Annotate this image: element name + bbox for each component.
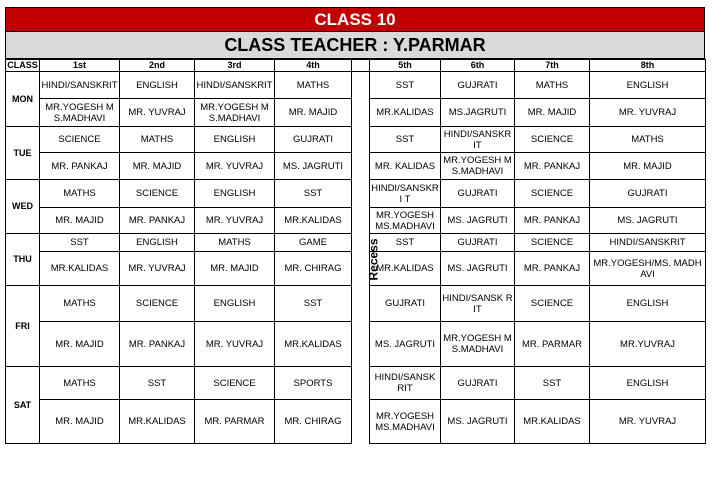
subject-cell: ENGLISH [120, 72, 195, 99]
teacher-cell: MR. PANKAJ [120, 322, 195, 367]
subject-cell: HINDI/SANSKRIT [195, 72, 275, 99]
teacher-cell: MR. PARMAR [195, 400, 275, 444]
teacher-cell: MR.KALIDAS [275, 322, 352, 367]
teacher-cell: MR. CHIRAG [275, 252, 352, 286]
subject-cell: ENGLISH [590, 367, 706, 400]
subject-cell: SST [515, 367, 590, 400]
subject-row [6, 286, 706, 322]
subject-cell: MATHS [515, 72, 590, 99]
subject-cell: SCIENCE [515, 180, 590, 208]
subject-cell: SCIENCE [120, 286, 195, 322]
subject-cell: GUJRATI [441, 234, 515, 252]
day-label: SAT [6, 367, 40, 444]
subject-cell: ENGLISH [590, 286, 706, 322]
teacher-cell: MS. JAGRUTI [590, 208, 706, 234]
subject-cell: HINDI/SANSKRIT [590, 234, 706, 252]
subject-cell: SCIENCE [195, 367, 275, 400]
subject-cell: GUJRATI [441, 367, 515, 400]
subject-cell: GUJRATI [441, 180, 515, 208]
subject-cell: SCIENCE [120, 180, 195, 208]
teacher-cell: MR. PANKAJ [515, 208, 590, 234]
subject-cell: SST [275, 286, 352, 322]
teacher-cell: MR.YOGESH MS.MADHAVI [441, 322, 515, 367]
teacher-cell: MS. JAGRUTI [441, 400, 515, 444]
subject-cell: ENGLISH [195, 127, 275, 153]
teacher-cell: MR.YOGESH MS.MADHAVI [441, 153, 515, 180]
subject-cell: SCIENCE [40, 127, 120, 153]
subject-cell: HINDI/SANSK RIT [441, 286, 515, 322]
header-period-2: 2nd [120, 60, 195, 72]
subject-cell: ENGLISH [195, 180, 275, 208]
header-period-4: 4th [275, 60, 352, 72]
recess-column-cell [352, 72, 370, 127]
subject-cell: SST [40, 234, 120, 252]
teacher-cell: MR. MAJID [195, 252, 275, 286]
subject-cell: SST [275, 180, 352, 208]
class-teacher-title: CLASS TEACHER : Y.PARMAR [5, 32, 705, 59]
teacher-cell: MS.JAGRUTI [441, 99, 515, 127]
recess-column-cell [352, 234, 381, 286]
header-period-6: 6th [441, 60, 515, 72]
subject-cell: MATHS [590, 127, 706, 153]
day-label: THU [6, 234, 40, 286]
subject-cell: GUJRATI [370, 286, 441, 322]
teacher-cell: MR. PANKAJ [120, 208, 195, 234]
teacher-cell: MR. MAJID [40, 322, 120, 367]
header-period-1: 1st [40, 60, 120, 72]
teacher-cell: MR.YOGESH/MS. MADHAVI [590, 252, 706, 286]
class-title: CLASS 10 [5, 7, 705, 32]
header-class: CLASS [7, 60, 38, 70]
teacher-cell: MS. JAGRUTI [370, 322, 441, 367]
subject-row [6, 127, 706, 153]
teacher-cell: MR. CHIRAG [275, 400, 352, 444]
teacher-cell: MR. YUVRAJ [195, 208, 275, 234]
subject-row [6, 367, 706, 400]
teacher-cell: MR. PANKAJ [515, 153, 590, 180]
teacher-cell: MR. PARMAR [515, 322, 590, 367]
subject-cell: MATHS [120, 127, 195, 153]
subject-cell: SST [370, 127, 441, 153]
day-label: FRI [6, 286, 40, 367]
subject-cell: SPORTS [275, 367, 352, 400]
subject-row [6, 180, 706, 208]
teacher-cell: MR.KALIDAS [515, 400, 590, 444]
teacher-cell: MS. JAGRUTI [441, 252, 515, 286]
subject-cell: ENGLISH [120, 234, 195, 252]
subject-cell: HINDI/SANSKR IT [441, 127, 515, 153]
teacher-cell: MR. MAJID [590, 153, 706, 180]
timetable-sheet [5, 7, 705, 444]
header-period-5: 5th [370, 60, 441, 72]
teacher-cell: MR.KALIDAS [275, 208, 352, 234]
teacher-cell: MR. MAJID [40, 208, 120, 234]
header-period-7: 7th [515, 60, 590, 72]
subject-cell: HINDI/SANSK RIT [370, 367, 441, 400]
header-period-3: 3rd [195, 60, 275, 72]
teacher-cell: MR. YUVRAJ [195, 322, 275, 367]
subject-row [6, 234, 706, 252]
teacher-cell: MR. KALIDAS [370, 153, 441, 180]
timetable [5, 59, 706, 444]
teacher-cell: MS. JAGRUTI [441, 208, 515, 234]
subject-cell: MATHS [40, 367, 120, 400]
teacher-cell: MR. MAJID [40, 400, 120, 444]
teacher-cell: MS. JAGRUTI [275, 153, 352, 180]
subject-cell: HINDI/SANSKRI T [370, 180, 441, 208]
teacher-cell: MR. PANKAJ [40, 153, 120, 180]
teacher-cell: MR.KALIDAS [40, 252, 120, 286]
header-period-8: 8th [590, 60, 706, 72]
header-recess [352, 60, 370, 72]
teacher-cell: MR.KALIDAS [370, 99, 441, 127]
teacher-cell: MR. YUVRAJ [120, 99, 195, 127]
subject-cell: SCIENCE [515, 286, 590, 322]
teacher-cell: MR. YUVRAJ [195, 153, 275, 180]
recess-column-cell [352, 286, 370, 367]
subject-row [6, 72, 706, 99]
teacher-cell: MR.KALIDAS [370, 252, 441, 286]
recess-label: Recess [366, 238, 381, 281]
subject-cell: GUJRATI [275, 127, 352, 153]
subject-cell: MATHS [275, 72, 352, 99]
teacher-cell: MR.YOGESH MS.MADHAVI [40, 99, 120, 127]
subject-cell: GUJRATI [590, 180, 706, 208]
teacher-cell: MR. YUVRAJ [590, 400, 706, 444]
timetable-body [6, 72, 706, 444]
teacher-cell: MR.YOGESH MS.MADHAVI [195, 99, 275, 127]
subject-cell: SST [120, 367, 195, 400]
teacher-cell: MR.YUVRAJ [590, 322, 706, 367]
subject-cell: GAME [275, 234, 352, 252]
subject-cell: MATHS [195, 234, 275, 252]
subject-cell: SCIENCE [515, 127, 590, 153]
teacher-cell: MR.KALIDAS [120, 400, 195, 444]
recess-column-cell [352, 367, 370, 444]
header-row [6, 60, 706, 72]
subject-cell: MATHS [40, 286, 120, 322]
teacher-cell: MR. MAJID [120, 153, 195, 180]
subject-cell: ENGLISH [195, 286, 275, 322]
day-label: WED [6, 180, 40, 234]
subject-cell: GUJRATI [441, 72, 515, 99]
recess-column-cell [352, 180, 370, 234]
subject-cell: SST [370, 234, 441, 252]
teacher-cell: MR. PANKAJ [515, 252, 590, 286]
teacher-cell: MR.YOGESH MS.MADHAVI [370, 208, 441, 234]
teacher-cell: MR. YUVRAJ [120, 252, 195, 286]
day-label: TUE [6, 127, 40, 180]
subject-cell: ENGLISH [590, 72, 706, 99]
teacher-cell: MR. MAJID [275, 99, 352, 127]
teacher-cell: MR. MAJID [515, 99, 590, 127]
subject-cell: HINDI/SANSKRIT [40, 72, 120, 99]
recess-column-cell [352, 127, 370, 180]
teacher-cell: MR.YOGESH MS.MADHAVI [370, 400, 441, 444]
teacher-cell: MR. YUVRAJ [590, 99, 706, 127]
subject-cell: SCIENCE [515, 234, 590, 252]
subject-cell: SST [370, 72, 441, 99]
subject-cell: MATHS [40, 180, 120, 208]
day-label: MON [6, 72, 40, 127]
